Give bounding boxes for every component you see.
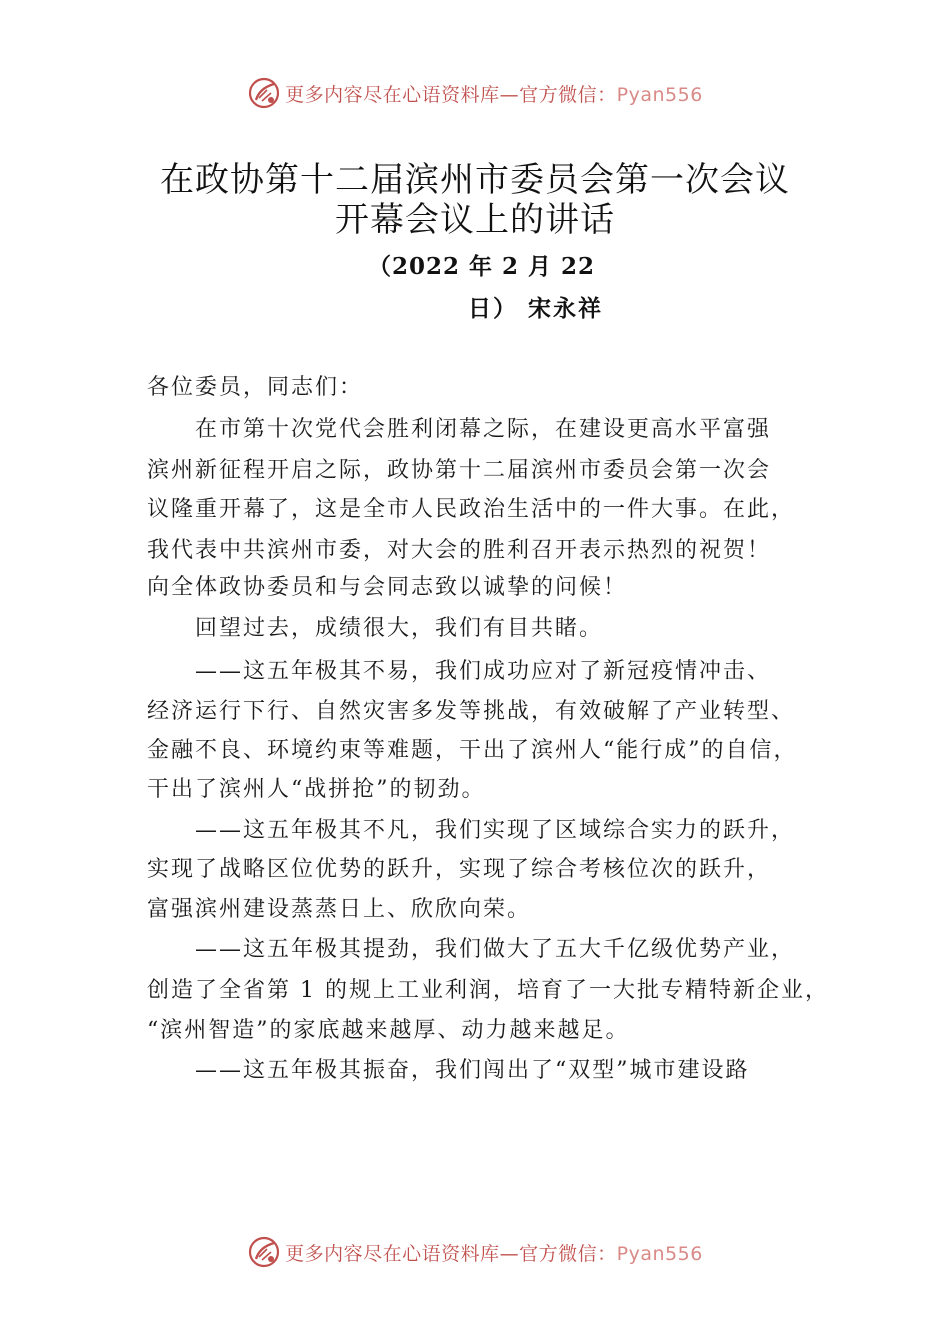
body-line: 干出了滨州人“战拼抢”的韧劲。 [147, 777, 486, 802]
footer-banner [0, 1232, 950, 1272]
body-line: ——这五年极其不易，我们成功应对了新冠疫情冲击、 [147, 659, 772, 684]
library-logo-icon [247, 1235, 281, 1269]
banner-wechat-id: Pyan556 [616, 83, 703, 106]
library-logo-icon [247, 76, 281, 110]
page-title-line-1: 在政协第十二届滨州市委员会第一次会议 [160, 160, 790, 200]
body-line: ——这五年极其振奋，我们闯出了“双型”城市建设路 [147, 1058, 750, 1083]
page-title-line-2: 开幕会议上的讲话 [335, 200, 615, 240]
body-line: 经济运行下行、自然灾害多发等挑战，有效破解了产业转型、 [147, 699, 796, 724]
body-line: “滨州智造”的家底越来越厚、动力越来越足。 [147, 1018, 630, 1043]
body-line: ——这五年极其不凡，我们实现了区域综合实力的跃升， [147, 818, 796, 843]
speech-author: 日） 宋永祥 [468, 295, 604, 322]
body-line: 我代表中共滨州市委，对大会的胜利召开表示热烈的祝贺！ [147, 538, 772, 563]
salutation-line: 各位委员，同志们： [147, 375, 364, 400]
speech-date: （2022 年 2 月 22 [368, 253, 596, 280]
body-line: 金融不良、环境约束等难题，干出了滨州人“能行成”的自信， [147, 738, 798, 763]
body-line: 在市第十次党代会胜利闭幕之际，在建设更高水平富强 [147, 417, 772, 442]
header-banner [0, 73, 950, 113]
body-line: 向全体政协委员和与会同志致以诚挚的问候！ [147, 575, 628, 600]
body-line: 滨州新征程开启之际，政协第十二届滨州市委员会第一次会 [147, 458, 772, 483]
body-line: 实现了战略区位优势的跃升，实现了综合考核位次的跃升， [147, 857, 772, 882]
body-line: 回望过去，成绩很大，我们有目共睹。 [147, 616, 604, 641]
body-line: 富强滨州建设蒸蒸日上、欣欣向荣。 [147, 897, 532, 922]
banner-text: 更多内容尽在心语资料库—官方微信：Pyan556 [285, 1242, 703, 1265]
banner-wechat-id: Pyan556 [616, 1242, 703, 1265]
body-line: ——这五年极其提劲，我们做大了五大千亿级优势产业， [147, 937, 796, 962]
body-line: 议隆重开幕了，这是全市人民政治生活中的一件大事。在此， [147, 497, 796, 522]
banner-text: 更多内容尽在心语资料库—官方微信：Pyan556 [285, 83, 703, 106]
body-line: 创造了全省第 1 的规上工业利润，培育了一大批专精特新企业， [147, 978, 829, 1003]
